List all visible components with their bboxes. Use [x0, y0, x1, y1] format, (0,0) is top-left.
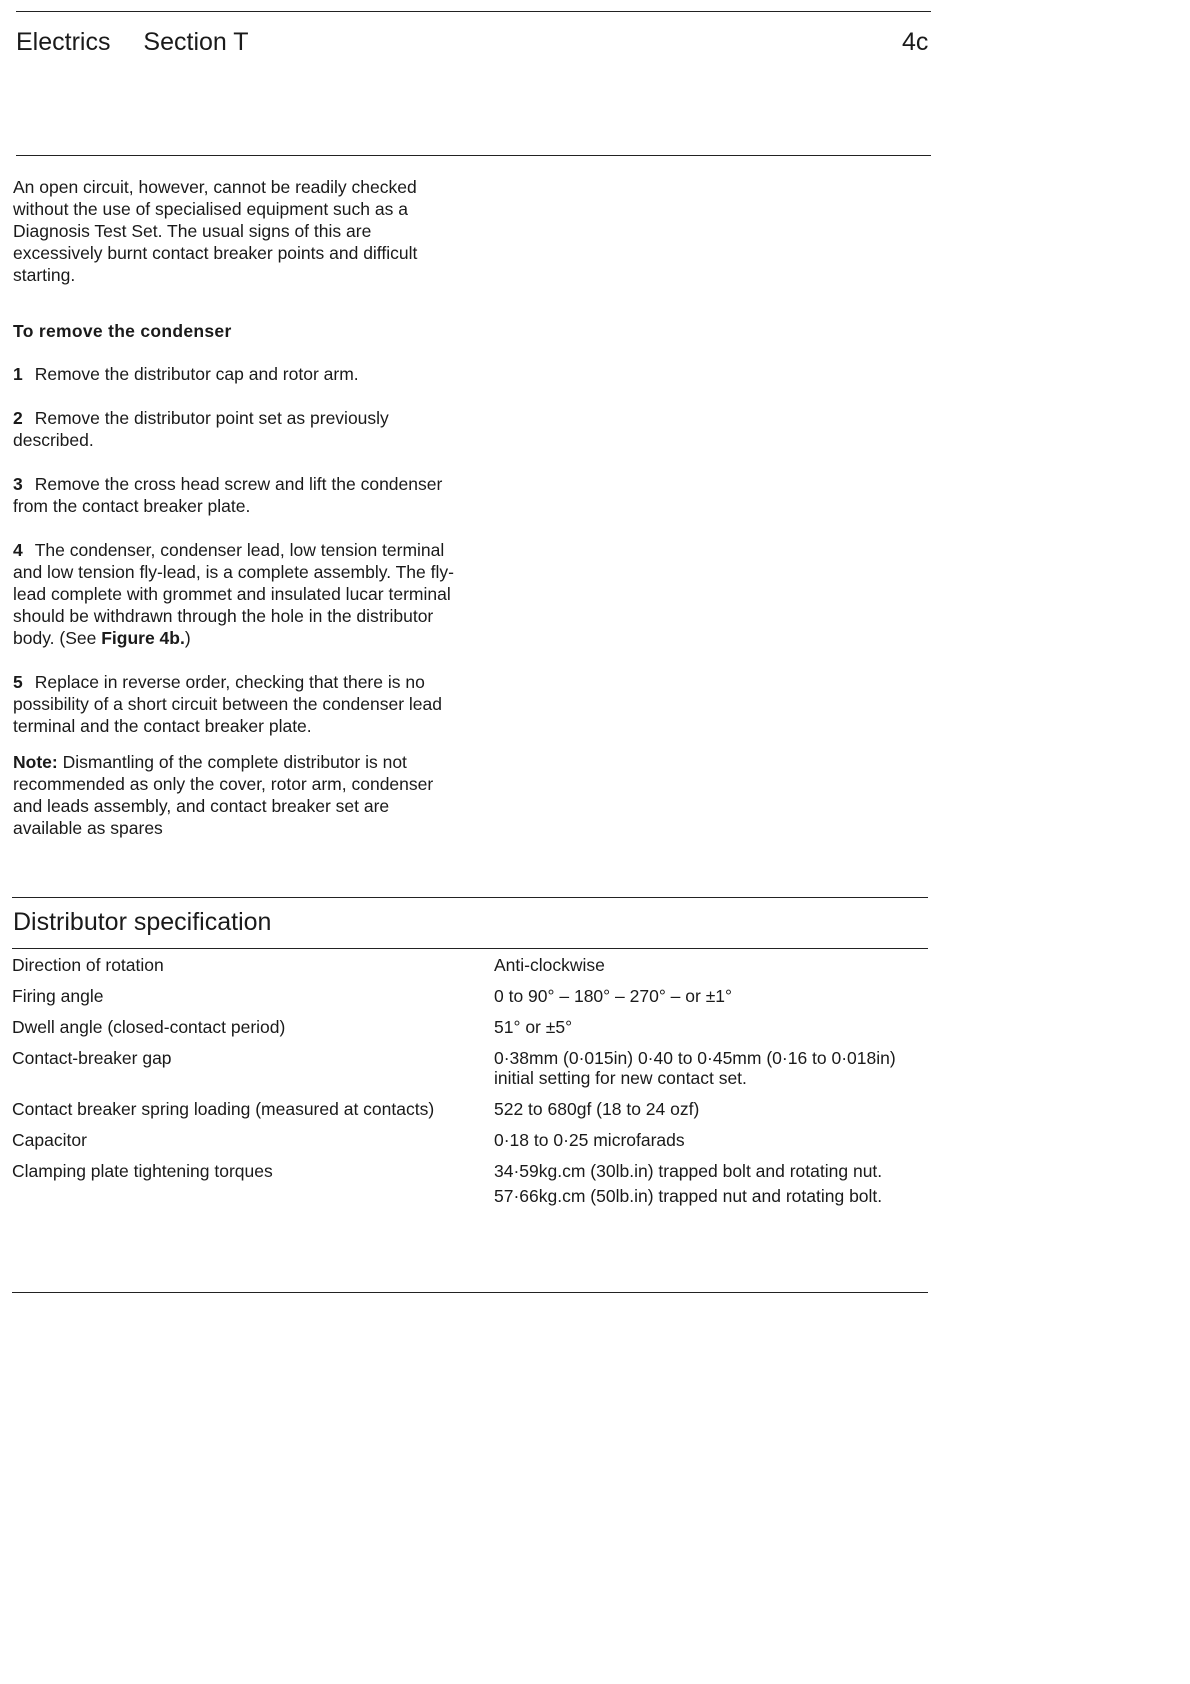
- header-top-rule: [16, 11, 931, 12]
- spec-label: Dwell angle (closed-contact period): [12, 1017, 286, 1037]
- step-number: 3: [13, 474, 23, 494]
- spec-label: Direction of rotation: [12, 955, 164, 975]
- step-text-tail: ): [184, 628, 191, 648]
- spec-value-line: 0 to 90° – 180° – 270° – or ±1°: [494, 986, 733, 1006]
- note-text: Dismantling of the complete distributor is not recommended as only the cover, rotor arm, condenser and leads assembly, and contact breaker set are available as spares: [13, 752, 434, 838]
- spec-value-line: 34·59kg.cm (30lb.in) trapped bolt and rotating nut.: [494, 1161, 883, 1181]
- spec-value: [494, 1099, 914, 1119]
- spec-label: Firing angle: [12, 986, 104, 1006]
- step-number: 1: [13, 364, 23, 384]
- step-number: 4: [13, 540, 23, 560]
- spec-table: [12, 955, 932, 1217]
- spec-value-line: Anti-clockwise: [494, 955, 605, 975]
- step-text: Remove the cross head screw and lift the condenser from the contact breaker plate.: [13, 474, 443, 516]
- step-5: [13, 671, 463, 737]
- spec-bottom-rule: [12, 1292, 928, 1293]
- spec-value: [494, 1161, 914, 1206]
- step-1: [13, 363, 463, 385]
- intro-paragraph: An open circuit, however, cannot be readily checked without the use of specialised equipment such as a Diagnosis Test Set. The usual signs of this are excessively burnt contact breaker points and difficult starting.: [13, 177, 418, 285]
- spec-label: Clamping plate tightening torques: [12, 1161, 273, 1181]
- spec-label: Contact-breaker gap: [12, 1048, 172, 1068]
- spec-value: [494, 1048, 914, 1088]
- spec-value: [494, 1130, 914, 1150]
- spec-row: [12, 1048, 932, 1088]
- running-header: [16, 28, 275, 57]
- step-text: The condenser, condenser lead, low tension terminal and low tension fly-lead, is a complete assembly. The fly-lead complete with grommet and insulated lucar terminal should be withdrawn through the hole in the distributor body. (See: [13, 540, 454, 648]
- step-text: Replace in reverse order, checking that there is no possibility of a short circuit between the condenser lead terminal and the contact breaker plate.: [13, 672, 442, 736]
- spec-value-line: 0·18 to 0·25 microfarads: [494, 1130, 685, 1150]
- section-heading: To remove the condenser: [13, 321, 232, 341]
- step-4: [13, 539, 463, 649]
- spec-row: [12, 1099, 932, 1119]
- step-3: [13, 473, 463, 517]
- spec-row: [12, 1130, 932, 1150]
- page-reference: 4c: [902, 28, 929, 56]
- step-number: 2: [13, 408, 23, 428]
- header-bottom-rule: [16, 155, 931, 156]
- spec-top-rule: [12, 897, 928, 898]
- note-label: Note:: [13, 752, 58, 772]
- spec-value: [494, 1017, 914, 1037]
- spec-value-line: 522 to 680gf (18 to 24 ozf): [494, 1099, 700, 1119]
- spec-value: [494, 986, 914, 1006]
- spec-row: [12, 1017, 932, 1037]
- note-paragraph: [13, 751, 463, 839]
- spec-value-line: 51° or ±5°: [494, 1017, 573, 1037]
- chapter-title: Electrics: [16, 28, 111, 56]
- step-number: 5: [13, 672, 23, 692]
- step-text: Remove the distributor cap and rotor arm.: [34, 364, 359, 384]
- section-title: Section T: [143, 28, 249, 56]
- spec-row: [12, 986, 932, 1006]
- step-text: Remove the distributor point set as previously described.: [13, 408, 389, 450]
- spec-row: [12, 955, 932, 975]
- spec-title-rule: [12, 948, 928, 949]
- spec-label: Contact breaker spring loading (measured at contacts): [12, 1099, 435, 1119]
- spec-value-line: 57·66kg.cm (50lb.in) trapped nut and rotating bolt.: [494, 1186, 883, 1206]
- spec-label: Capacitor: [12, 1130, 87, 1150]
- spec-title: Distributor specification: [13, 908, 272, 936]
- step-2: [13, 407, 463, 451]
- spec-value-line: 0·38mm (0·015in) 0·40 to 0·45mm (0·16 to 0·018in) initial setting for new contact set.: [494, 1048, 896, 1088]
- spec-row: [12, 1161, 932, 1206]
- spec-value: [494, 955, 914, 975]
- body-column: [13, 176, 463, 839]
- figure-reference: Figure 4b.: [101, 628, 185, 648]
